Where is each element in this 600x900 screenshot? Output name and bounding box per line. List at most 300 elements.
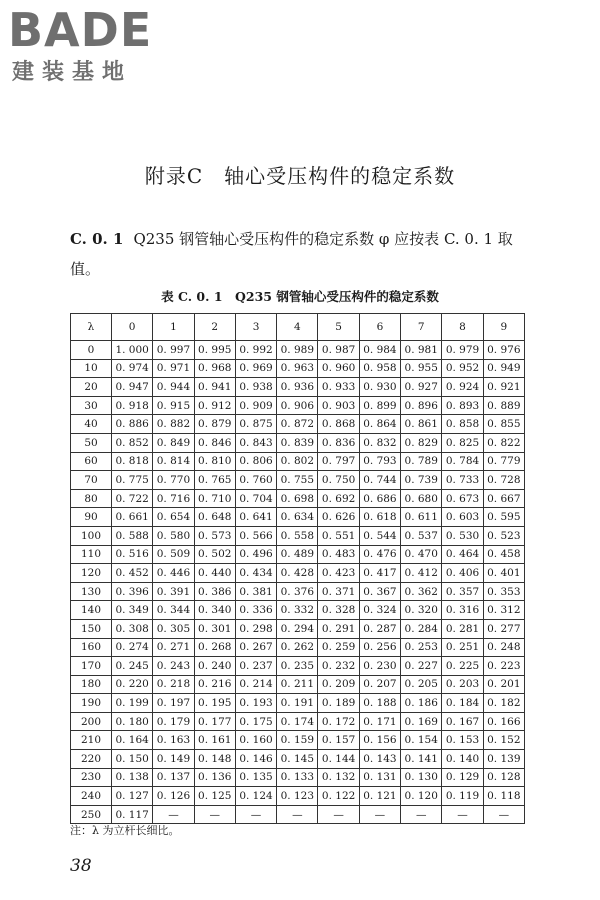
coefficient-cell: 0. 573 (194, 526, 235, 545)
coefficient-cell: 0. 193 (235, 694, 276, 713)
coefficient-cell: 0. 248 (483, 638, 524, 657)
coefficient-cell: 0. 308 (112, 619, 153, 638)
coefficient-cell: 0. 654 (153, 508, 194, 527)
coefficient-cell: 0. 179 (153, 712, 194, 731)
coefficient-cell: 0. 251 (442, 638, 483, 657)
appendix-title: 附录C 轴心受压构件的稳定系数 (144, 164, 456, 188)
coefficient-cell: 0. 189 (318, 694, 359, 713)
coefficient-cell: 0. 968 (194, 359, 235, 378)
coefficient-cell: 0. 274 (112, 638, 153, 657)
lambda-cell: 30 (71, 396, 112, 415)
logo-mark: BADE (8, 3, 153, 57)
coefficient-cell: 0. 132 (318, 768, 359, 787)
coefficient-cell: 0. 166 (483, 712, 524, 731)
coefficient-cell: 0. 344 (153, 601, 194, 620)
table-row (71, 378, 525, 397)
coefficient-cell: 0. 452 (112, 564, 153, 583)
coefficient-cell: 0. 150 (112, 750, 153, 769)
coefficient-cell: 0. 588 (112, 526, 153, 545)
coefficient-cell: 0. 896 (401, 396, 442, 415)
table-header-cell: 0 (112, 314, 153, 341)
coefficient-cell: 0. 868 (318, 415, 359, 434)
coefficient-cell: 0. 989 (277, 341, 318, 360)
coefficient-cell: 0. 779 (483, 452, 524, 471)
lambda-cell: 60 (71, 452, 112, 471)
table-row (71, 694, 525, 713)
table-row (71, 545, 525, 564)
coefficient-cell: 0. 145 (277, 750, 318, 769)
table-row (71, 526, 525, 545)
coefficient-cell: 0. 603 (442, 508, 483, 527)
lambda-cell: 160 (71, 638, 112, 657)
coefficient-cell: 0. 268 (194, 638, 235, 657)
coefficient-cell: 0. 704 (235, 489, 276, 508)
table-header-cell: 2 (194, 314, 235, 341)
table-row (71, 712, 525, 731)
coefficient-cell: 0. 906 (277, 396, 318, 415)
coefficient-cell: 0. 858 (442, 415, 483, 434)
coefficient-cell: 0. 843 (235, 433, 276, 452)
coefficient-cell: 0. 936 (277, 378, 318, 397)
coefficient-cell: 0. 136 (194, 768, 235, 787)
coefficient-cell: 0. 882 (153, 415, 194, 434)
coefficient-cell: 0. 177 (194, 712, 235, 731)
coefficient-cell: 0. 810 (194, 452, 235, 471)
coefficient-cell: 0. 960 (318, 359, 359, 378)
coefficient-cell: 0. 298 (235, 619, 276, 638)
table-row (71, 452, 525, 471)
table-row (71, 508, 525, 527)
lambda-cell: 130 (71, 582, 112, 601)
coefficient-cell: 0. 680 (401, 489, 442, 508)
table-row (71, 415, 525, 434)
coefficient-cell: — (153, 805, 194, 824)
table-row (71, 601, 525, 620)
coefficient-cell: 0. 154 (401, 731, 442, 750)
coefficient-cell: — (442, 805, 483, 824)
coefficient-cell: 0. 171 (359, 712, 400, 731)
coefficient-cell: 0. 277 (483, 619, 524, 638)
lambda-cell: 120 (71, 564, 112, 583)
coefficient-cell: 0. 626 (318, 508, 359, 527)
coefficient-cell: 0. 139 (483, 750, 524, 769)
coefficient-cell: 0. 864 (359, 415, 400, 434)
coefficient-cell: 0. 367 (359, 582, 400, 601)
coefficient-cell: 0. 927 (401, 378, 442, 397)
coefficient-cell: 0. 301 (194, 619, 235, 638)
coefficient-cell: 0. 199 (112, 694, 153, 713)
coefficient-cell: 0. 284 (401, 619, 442, 638)
lambda-cell: 20 (71, 378, 112, 397)
coefficient-cell: 0. 201 (483, 675, 524, 694)
coefficient-cell: 0. 806 (235, 452, 276, 471)
table-row (71, 341, 525, 360)
coefficient-cell: 0. 152 (483, 731, 524, 750)
coefficient-cell: 0. 305 (153, 619, 194, 638)
coefficient-cell: 0. 496 (235, 545, 276, 564)
coefficient-cell: 0. 253 (401, 638, 442, 657)
coefficient-cell: 0. 133 (277, 768, 318, 787)
table-header-cell: 5 (318, 314, 359, 341)
coefficient-cell: 0. 947 (112, 378, 153, 397)
coefficient-cell: 0. 775 (112, 471, 153, 490)
coefficient-cell: 0. 207 (359, 675, 400, 694)
coefficient-cell: 0. 784 (442, 452, 483, 471)
table-row (71, 359, 525, 378)
coefficient-cell: 0. 832 (359, 433, 400, 452)
coefficient-cell: 0. 879 (194, 415, 235, 434)
table-header-cell: λ (71, 314, 112, 341)
coefficient-cell: 0. 839 (277, 433, 318, 452)
coefficient-cell: 0. 320 (401, 601, 442, 620)
coefficient-cell: 0. 955 (401, 359, 442, 378)
lambda-cell: 150 (71, 619, 112, 638)
lambda-cell: 80 (71, 489, 112, 508)
coefficient-cell: 0. 440 (194, 564, 235, 583)
table-row (71, 396, 525, 415)
coefficient-cell: 0. 191 (277, 694, 318, 713)
coefficient-cell: 0. 710 (194, 489, 235, 508)
lambda-cell: 110 (71, 545, 112, 564)
coefficient-cell: 0. 829 (401, 433, 442, 452)
coefficient-cell: 0. 362 (401, 582, 442, 601)
coefficient-cell: 0. 661 (112, 508, 153, 527)
lambda-cell: 10 (71, 359, 112, 378)
coefficient-cell: 0. 933 (318, 378, 359, 397)
coefficient-cell: 0. 227 (401, 657, 442, 676)
coefficient-cell: 0. 544 (359, 526, 400, 545)
coefficient-cell: 0. 987 (318, 341, 359, 360)
coefficient-cell: 0. 203 (442, 675, 483, 694)
coefficient-cell: 0. 899 (359, 396, 400, 415)
coefficient-cell: 0. 698 (277, 489, 318, 508)
coefficient-cell: 0. 220 (112, 675, 153, 694)
coefficient-cell: 0. 952 (442, 359, 483, 378)
table-row (71, 619, 525, 638)
coefficient-cell: 0. 558 (277, 526, 318, 545)
coefficient-cell: 0. 175 (235, 712, 276, 731)
coefficient-cell: 1. 000 (112, 341, 153, 360)
table-header-cell: 4 (277, 314, 318, 341)
page-number: 38 (70, 856, 92, 876)
coefficient-cell: — (277, 805, 318, 824)
coefficient-cell: 0. 889 (483, 396, 524, 415)
coefficient-cell: 0. 958 (359, 359, 400, 378)
table-row (71, 489, 525, 508)
coefficient-cell: — (483, 805, 524, 824)
coefficient-cell: 0. 125 (194, 787, 235, 806)
coefficient-cell: 0. 915 (153, 396, 194, 415)
coefficient-cell: 0. 195 (194, 694, 235, 713)
coefficient-cell: 0. 634 (277, 508, 318, 527)
table-header-cell: 1 (153, 314, 194, 341)
coefficient-cell: 0. 765 (194, 471, 235, 490)
table-row (71, 750, 525, 769)
coefficient-cell: 0. 161 (194, 731, 235, 750)
coefficient-cell: 0. 291 (318, 619, 359, 638)
coefficient-cell: 0. 144 (318, 750, 359, 769)
coefficient-cell: 0. 941 (194, 378, 235, 397)
coefficient-cell: 0. 446 (153, 564, 194, 583)
coefficient-cell: 0. 218 (153, 675, 194, 694)
coefficient-cell: 0. 332 (277, 601, 318, 620)
coefficient-cell: 0. 124 (235, 787, 276, 806)
coefficient-cell: 0. 412 (401, 564, 442, 583)
coefficient-cell: 0. 822 (483, 433, 524, 452)
table-header-cell: 3 (235, 314, 276, 341)
lambda-cell: 180 (71, 675, 112, 694)
coefficient-cell: 0. 893 (442, 396, 483, 415)
coefficient-cell: 0. 938 (235, 378, 276, 397)
coefficient-cell: 0. 371 (318, 582, 359, 601)
coefficient-cell: 0. 875 (235, 415, 276, 434)
coefficient-cell: 0. 551 (318, 526, 359, 545)
coefficient-cell: 0. 523 (483, 526, 524, 545)
coefficient-cell: 0. 836 (318, 433, 359, 452)
coefficient-cell: 0. 770 (153, 471, 194, 490)
coefficient-cell: 0. 211 (277, 675, 318, 694)
logo-subtitle: 建装基地 (12, 60, 133, 85)
coefficient-cell: 0. 566 (235, 526, 276, 545)
coefficient-cell: — (359, 805, 400, 824)
coefficient-cell: 0. 235 (277, 657, 318, 676)
coefficient-cell: 0. 287 (359, 619, 400, 638)
lambda-cell: 170 (71, 657, 112, 676)
coefficient-cell: 0. 316 (442, 601, 483, 620)
coefficient-cell: 0. 903 (318, 396, 359, 415)
coefficient-cell: 0. 137 (153, 768, 194, 787)
coefficient-cell: 0. 509 (153, 545, 194, 564)
coefficient-cell: 0. 930 (359, 378, 400, 397)
coefficient-cell: 0. 163 (153, 731, 194, 750)
clause-text: Q235 钢管轴心受压构件的稳定系数 φ 应按表 C. 0. 1 取值。 (70, 230, 513, 278)
coefficient-cell: 0. 138 (112, 768, 153, 787)
coefficient-cell: 0. 118 (483, 787, 524, 806)
coefficient-cell: 0. 733 (442, 471, 483, 490)
coefficient-cell: 0. 294 (277, 619, 318, 638)
coefficient-cell: 0. 353 (483, 582, 524, 601)
table-header-cell: 8 (442, 314, 483, 341)
coefficient-cell: 0. 992 (235, 341, 276, 360)
coefficient-cell: 0. 686 (359, 489, 400, 508)
coefficient-cell: 0. 716 (153, 489, 194, 508)
coefficient-cell: 0. 159 (277, 731, 318, 750)
coefficient-cell: 0. 861 (401, 415, 442, 434)
lambda-cell: 210 (71, 731, 112, 750)
lambda-cell: 100 (71, 526, 112, 545)
table-row (71, 582, 525, 601)
coefficient-cell: 0. 483 (318, 545, 359, 564)
table-header-cell: 6 (359, 314, 400, 341)
coefficient-cell: 0. 312 (483, 601, 524, 620)
coefficient-cell: 0. 428 (277, 564, 318, 583)
coefficient-cell: 0. 128 (483, 768, 524, 787)
table-row (71, 787, 525, 806)
coefficient-cell: 0. 135 (235, 768, 276, 787)
coefficient-cell: 0. 595 (483, 508, 524, 527)
table-row (71, 731, 525, 750)
lambda-cell: 140 (71, 601, 112, 620)
coefficient-cell: 0. 386 (194, 582, 235, 601)
coefficient-cell: 0. 267 (235, 638, 276, 657)
coefficient-cell: 0. 129 (442, 768, 483, 787)
coefficient-cell: 0. 216 (194, 675, 235, 694)
lambda-cell: 0 (71, 341, 112, 360)
lambda-cell: 90 (71, 508, 112, 527)
coefficient-cell: 0. 123 (277, 787, 318, 806)
table-header-cell: 9 (483, 314, 524, 341)
coefficient-cell: 0. 271 (153, 638, 194, 657)
table-row (71, 638, 525, 657)
table-header-cell: 7 (401, 314, 442, 341)
coefficient-cell: 0. 130 (401, 768, 442, 787)
coefficient-cell: 0. 336 (235, 601, 276, 620)
coefficient-cell: — (318, 805, 359, 824)
coefficient-cell: 0. 458 (483, 545, 524, 564)
coefficient-cell: 0. 328 (318, 601, 359, 620)
table-note: 注：λ 为立杆长细比。 (70, 824, 180, 837)
bade-logo (8, 3, 178, 86)
coefficient-cell: 0. 974 (112, 359, 153, 378)
coefficient-cell: 0. 186 (401, 694, 442, 713)
coefficient-cell: 0. 872 (277, 415, 318, 434)
coefficient-cell: 0. 580 (153, 526, 194, 545)
table-row (71, 433, 525, 452)
coefficient-cell: 0. 391 (153, 582, 194, 601)
table-caption: 表 C. 0. 1 Q235 钢管轴心受压构件的稳定系数 (161, 289, 439, 304)
coefficient-cell: 0. 259 (318, 638, 359, 657)
coefficient-cell: 0. 648 (194, 508, 235, 527)
coefficient-cell: 0. 157 (318, 731, 359, 750)
coefficient-cell: 0. 117 (112, 805, 153, 824)
coefficient-cell: 0. 944 (153, 378, 194, 397)
coefficient-cell: 0. 489 (277, 545, 318, 564)
coefficient-cell: 0. 406 (442, 564, 483, 583)
coefficient-cell: 0. 673 (442, 489, 483, 508)
coefficient-cell: 0. 146 (235, 750, 276, 769)
coefficient-cell: 0. 744 (359, 471, 400, 490)
coefficient-cell: 0. 243 (153, 657, 194, 676)
coefficient-cell: 0. 995 (194, 341, 235, 360)
coefficient-cell: 0. 802 (277, 452, 318, 471)
coefficient-cell: 0. 825 (442, 433, 483, 452)
stability-coefficient-table (70, 313, 525, 824)
coefficient-cell: 0. 611 (401, 508, 442, 527)
coefficient-cell: 0. 949 (483, 359, 524, 378)
coefficient-cell: 0. 476 (359, 545, 400, 564)
coefficient-cell: 0. 997 (153, 341, 194, 360)
coefficient-cell: 0. 502 (194, 545, 235, 564)
coefficient-cell: 0. 184 (442, 694, 483, 713)
coefficient-cell: 0. 148 (194, 750, 235, 769)
coefficient-cell: 0. 143 (359, 750, 400, 769)
coefficient-cell: 0. 417 (359, 564, 400, 583)
coefficient-cell: 0. 750 (318, 471, 359, 490)
coefficient-cell: 0. 223 (483, 657, 524, 676)
coefficient-cell: 0. 140 (442, 750, 483, 769)
coefficient-cell: 0. 232 (318, 657, 359, 676)
clause-number: C. 0. 1 (70, 230, 124, 248)
coefficient-cell: 0. 126 (153, 787, 194, 806)
table-row (71, 768, 525, 787)
coefficient-cell: 0. 969 (235, 359, 276, 378)
coefficient-cell: 0. 924 (442, 378, 483, 397)
coefficient-cell: 0. 169 (401, 712, 442, 731)
coefficient-cell: 0. 120 (401, 787, 442, 806)
coefficient-cell: 0. 197 (153, 694, 194, 713)
coefficient-cell: 0. 722 (112, 489, 153, 508)
coefficient-cell: 0. 131 (359, 768, 400, 787)
coefficient-cell: 0. 141 (401, 750, 442, 769)
coefficient-cell: 0. 349 (112, 601, 153, 620)
coefficient-cell: 0. 127 (112, 787, 153, 806)
coefficient-cell: 0. 376 (277, 582, 318, 601)
coefficient-cell: 0. 667 (483, 489, 524, 508)
coefficient-cell: 0. 188 (359, 694, 400, 713)
coefficient-cell: 0. 979 (442, 341, 483, 360)
lambda-cell: 40 (71, 415, 112, 434)
coefficient-cell: 0. 918 (112, 396, 153, 415)
coefficient-cell: 0. 121 (359, 787, 400, 806)
coefficient-cell: 0. 256 (359, 638, 400, 657)
coefficient-cell: 0. 797 (318, 452, 359, 471)
coefficient-cell: 0. 976 (483, 341, 524, 360)
coefficient-cell: 0. 324 (359, 601, 400, 620)
clause-paragraph (70, 224, 535, 284)
coefficient-cell: — (401, 805, 442, 824)
lambda-cell: 70 (71, 471, 112, 490)
coefficient-cell: 0. 755 (277, 471, 318, 490)
coefficient-cell: 0. 205 (401, 675, 442, 694)
coefficient-cell: 0. 728 (483, 471, 524, 490)
table-body (71, 341, 525, 824)
coefficient-cell: 0. 119 (442, 787, 483, 806)
coefficient-cell: 0. 909 (235, 396, 276, 415)
coefficient-cell: 0. 971 (153, 359, 194, 378)
table-row (71, 675, 525, 694)
coefficient-cell: 0. 172 (318, 712, 359, 731)
coefficient-cell: 0. 149 (153, 750, 194, 769)
coefficient-cell: 0. 516 (112, 545, 153, 564)
coefficient-cell: 0. 357 (442, 582, 483, 601)
coefficient-cell: 0. 739 (401, 471, 442, 490)
coefficient-cell: 0. 156 (359, 731, 400, 750)
lambda-cell: 200 (71, 712, 112, 731)
coefficient-cell: 0. 122 (318, 787, 359, 806)
table-row (71, 564, 525, 583)
coefficient-cell: 0. 153 (442, 731, 483, 750)
coefficient-cell: 0. 852 (112, 433, 153, 452)
coefficient-cell: 0. 984 (359, 341, 400, 360)
coefficient-cell: 0. 530 (442, 526, 483, 545)
coefficient-cell: 0. 537 (401, 526, 442, 545)
coefficient-cell: 0. 237 (235, 657, 276, 676)
lambda-cell: 190 (71, 694, 112, 713)
coefficient-cell: 0. 245 (112, 657, 153, 676)
coefficient-cell: 0. 182 (483, 694, 524, 713)
coefficient-cell: 0. 855 (483, 415, 524, 434)
coefficient-cell: — (194, 805, 235, 824)
coefficient-cell: 0. 981 (401, 341, 442, 360)
coefficient-cell: 0. 381 (235, 582, 276, 601)
coefficient-cell: 0. 434 (235, 564, 276, 583)
coefficient-cell: — (235, 805, 276, 824)
coefficient-cell: 0. 174 (277, 712, 318, 731)
table-header-row (71, 314, 525, 341)
coefficient-cell: 0. 340 (194, 601, 235, 620)
coefficient-cell: 0. 281 (442, 619, 483, 638)
coefficient-cell: 0. 921 (483, 378, 524, 397)
